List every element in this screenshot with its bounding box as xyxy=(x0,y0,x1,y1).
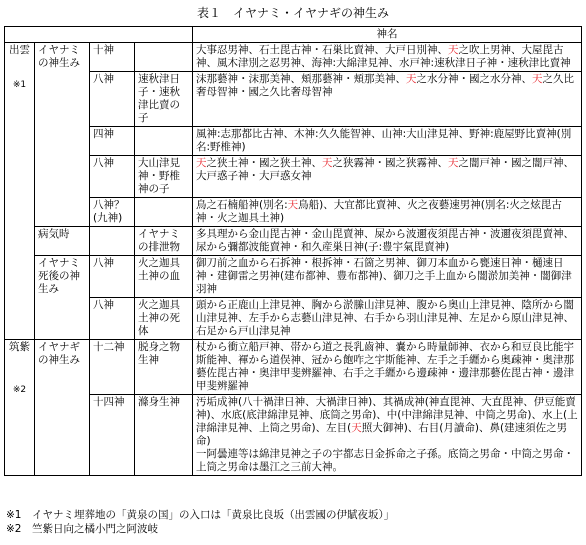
row-kind: 火之迦具土神の死体 xyxy=(135,298,193,340)
kami-text: 之狭霧神・國之狭霧神、 xyxy=(332,157,448,169)
row-kami xyxy=(193,340,582,395)
row-kami xyxy=(193,43,582,72)
row-kami xyxy=(193,156,582,198)
row-count: 八神 xyxy=(90,72,135,127)
sub-izumo-kami: イヤナミの神生み xyxy=(35,43,90,227)
highlight-ten: 天 xyxy=(351,422,362,434)
group-izumo xyxy=(5,43,35,340)
kami-text: 鳥之石楠船神(別名: xyxy=(196,199,288,211)
kami-text: 之闇戸神・國之闇戸神、大戸惑子神・大戸惑女神 xyxy=(196,157,574,182)
kami-text: 汚垢成神(八十禍津日神、大禍津日神)、其禍成神(神直毘神、大直毘神、伊豆能賣神)、水底(底津綿津見神、底筒之男命)、中(中津綿津見神、中筒之男命)、水上(上津綿津見神、上筒之男命)、左目( xyxy=(196,396,578,434)
kami-table xyxy=(4,26,582,476)
row-kind: 速秋津日子・速秋津比賣の子 xyxy=(135,72,193,127)
group-tsukushi-note: ※2 xyxy=(12,385,27,395)
kami-text: 御刀前之血から石拆神・根拆神・石箇之男神、御刀本血から甕速日神・樋速日神・建御雷之男神(建布都神、豊布都神)、御刀之手上血から闇淤加美神・闇御津羽神 xyxy=(196,257,572,295)
kami-text: 一阿曇連等は綿津見神之子の宇都志日金拆命之子孫。底筒之男命・中筒之男命・上筒之男命は墨江之三前大神。 xyxy=(196,448,574,473)
kami-text: 照大御神)、右目(月讀命)、鼻(建速須佐之男命) xyxy=(196,422,568,447)
highlight-ten: 天 xyxy=(287,199,299,211)
header-kamimei: 神名 xyxy=(193,27,582,43)
table-caption: 表１ イヤナミ・イヤナギの神生み xyxy=(196,6,389,20)
row-kami xyxy=(193,395,582,476)
kami-text: 多具理から金山毘古神・金山毘賣神、屎から波邇夜須毘古神・波邇夜須毘賣神、尿から彌都波能賣神・和久産巣日神(子:豊宇氣毘賣神) xyxy=(196,228,574,253)
sub-tsukushi: イヤナギの神生み xyxy=(35,340,90,476)
group-izumo-label: 出雲 xyxy=(9,44,30,56)
kami-text: 大事忍男神、石土毘古神・石巣比賣神、大戸日別神、 xyxy=(196,44,448,56)
table-row xyxy=(5,395,582,476)
row-count: 八神 xyxy=(90,298,135,340)
row-count: 十二神 xyxy=(90,340,135,395)
row-kami xyxy=(193,298,582,340)
row-count: 八神？(九神) xyxy=(90,198,135,227)
row-kind: 脱身之物生神 xyxy=(135,340,193,395)
row-kami xyxy=(193,72,582,127)
highlight-ten: 天 xyxy=(448,44,459,56)
row-kind xyxy=(135,127,193,156)
footnote-2: ※2 竺紫日向之橘小門之阿波岐 xyxy=(6,523,158,535)
table-row xyxy=(5,227,582,256)
kami-text: 之水分神・國之水分神、 xyxy=(416,73,532,85)
row-count xyxy=(90,227,135,256)
table-row xyxy=(5,43,582,72)
row-kind: 火之迦具土神の血 xyxy=(135,256,193,298)
sub-izumo-shigo: イヤナミ死後の神生み xyxy=(35,256,90,340)
row-kind: 滌身生神 xyxy=(135,395,193,476)
highlight-ten: 天 xyxy=(406,73,417,85)
kami-text: 之狭土神・國之狭土神、 xyxy=(206,157,322,169)
row-count: 四神 xyxy=(90,127,135,156)
kami-text: 頭から正鹿山上津見神、胸から淤縢山津見神、腹から奥山上津見神、陰所から闇山津見神、左手から志藝山津見神、右手から羽山津見神、左足から原山津見神、右足から戸山津見神 xyxy=(196,299,574,337)
row-kind xyxy=(135,43,193,72)
group-tsukushi-label: 筑紫 xyxy=(9,341,30,353)
row-kami xyxy=(193,127,582,156)
header-blank xyxy=(5,27,193,43)
group-izumo-note: ※1 xyxy=(12,80,27,90)
table-row xyxy=(5,340,582,395)
row-kind: イヤナミの排泄物 xyxy=(135,227,193,256)
kami-text: 沫那藝神・沫那美神、頬那藝神・頬那美神、 xyxy=(196,73,406,85)
row-kami xyxy=(193,256,582,298)
highlight-ten: 天 xyxy=(322,157,333,169)
kami-text: 風神:志那都比古神、木神:久久能智神、山神:大山津見神、野神:鹿屋野比賣神(別名:野椎神) xyxy=(196,128,572,153)
sub-izumo-byoki: 病気時 xyxy=(35,227,90,256)
table-row xyxy=(5,72,582,127)
highlight-ten: 天 xyxy=(448,157,459,169)
table-row xyxy=(5,256,582,298)
group-tsukushi xyxy=(5,340,35,476)
row-kind xyxy=(135,198,193,227)
kami-text: 之久比奢母智神・國之久比奢母智神 xyxy=(196,73,574,98)
row-kami xyxy=(193,198,582,227)
footnotes xyxy=(6,508,394,536)
kami-text: 鳥船)、大宜都比賣神、火之夜藝速男神(別名:火之炫毘古神・火之迦具土神) xyxy=(196,199,562,224)
table-row xyxy=(5,127,582,156)
kami-text: 杖から衝立船戸神、帯から道之長乳齒神、嚢から時量師神、衣から和豆良比能宇斯能神、褌から道俣神、冠から飽咋之宇斯能神、左手之手纒から奥疎神・奥津那藝佐毘古神・奥津甲斐辨羅神、右手之手纒から邊疎神・邊津那藝佐毘古神・邊津甲斐辨羅神 xyxy=(196,341,574,392)
footnote-1: ※1 イヤナミ埋葬地の「黄泉の国」の入口は「黄泉比良坂（出雲國の伊賦夜坂）」 xyxy=(6,509,395,521)
table-row xyxy=(5,156,582,198)
highlight-ten: 天 xyxy=(196,157,207,169)
kami-text: 之吹上男神、大屋毘古神、風木津別之忍男神、海神:大綿津見神、水戸神:速秋津日子神・速秋津比賣神 xyxy=(196,44,571,69)
row-kami xyxy=(193,227,582,256)
highlight-ten: 天 xyxy=(532,73,543,85)
row-kind: 大山津見神・野椎神の子 xyxy=(135,156,193,198)
row-count: 十四神 xyxy=(90,395,135,476)
table-row xyxy=(5,298,582,340)
header-row xyxy=(5,27,582,43)
table-row xyxy=(5,198,582,227)
row-count: 十神 xyxy=(90,43,135,72)
row-count: 八神 xyxy=(90,256,135,298)
row-count: 八神 xyxy=(90,156,135,198)
